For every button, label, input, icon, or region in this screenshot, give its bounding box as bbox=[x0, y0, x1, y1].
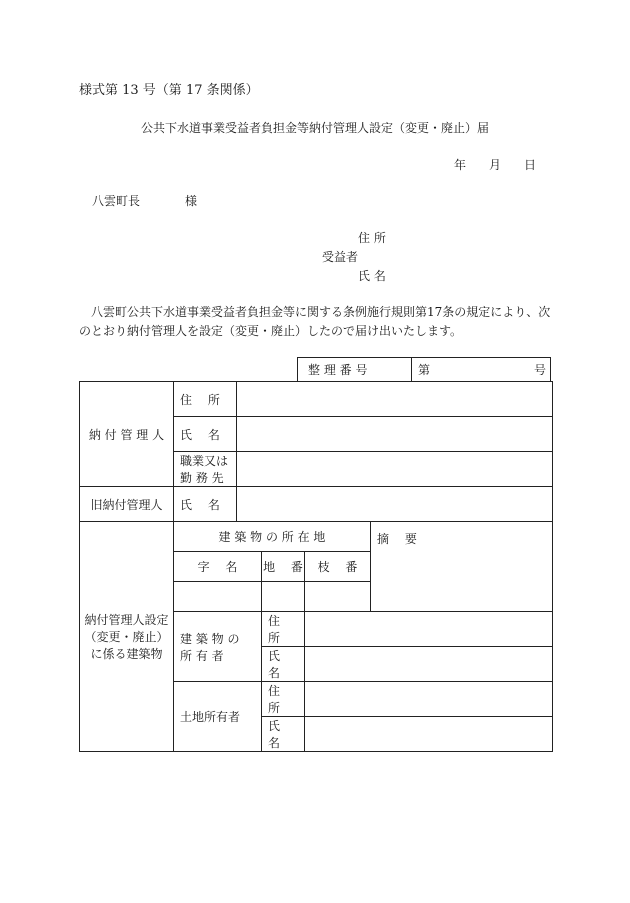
date-year-label: 年 bbox=[454, 158, 467, 172]
tekiyo-label: 摘 要 bbox=[371, 522, 553, 612]
building-location-label: 建 築 物 の 所 在 地 bbox=[174, 522, 371, 552]
applicant-address-label: 住 所 bbox=[358, 231, 386, 245]
land-jusho-label: 住 所 bbox=[262, 682, 305, 717]
applicant-role-label: 受益者 bbox=[322, 250, 359, 264]
bldg-owner-line2: 所 有 者 bbox=[180, 648, 224, 663]
chiban-label: 地 番 bbox=[262, 552, 305, 582]
chiban-field[interactable] bbox=[262, 582, 305, 612]
nofu-shimei-label: 氏 名 bbox=[174, 417, 237, 452]
nofu-shokugyo-field[interactable] bbox=[237, 452, 553, 487]
azana-field[interactable] bbox=[174, 582, 262, 612]
owner-shimei-field[interactable] bbox=[305, 647, 553, 682]
building-section-line2: （変更・廃止） bbox=[84, 630, 169, 644]
seiri-divider bbox=[411, 358, 412, 382]
nofu-shokugyo-label bbox=[174, 452, 237, 487]
addressee-honorific: 様 bbox=[185, 194, 198, 208]
edaban-field[interactable] bbox=[305, 582, 371, 612]
form-title: 公共下水道事業受益者負担金等納付管理人設定（変更・廃止）届 bbox=[140, 121, 489, 135]
owner-jusho-label: 住 所 bbox=[262, 612, 305, 647]
form-number: 様式第 13 号（第 17 条関係） bbox=[79, 83, 259, 98]
land-jusho-field[interactable] bbox=[305, 682, 553, 717]
seiri-label: 整 理 番 号 bbox=[308, 363, 368, 377]
kyu-shimei-field[interactable] bbox=[237, 487, 553, 522]
seiri-dai: 第 bbox=[418, 363, 431, 377]
addressee bbox=[92, 192, 197, 209]
bldg-owner-line1: 建 築 物 の bbox=[180, 631, 240, 646]
azana-label: 字 名 bbox=[174, 552, 262, 582]
kyu-nofu-label: 旧納付管理人 bbox=[80, 487, 174, 522]
nofu-jusho-label: 住 所 bbox=[174, 382, 237, 417]
addressee-name: 八雲町長 bbox=[92, 194, 141, 208]
land-shimei-label: 氏 名 bbox=[262, 717, 305, 752]
nofu-kanrinin-label: 納 付 管 理 人 bbox=[80, 382, 174, 487]
main-form-table bbox=[79, 381, 553, 752]
building-section-line1: 納付管理人設定 bbox=[84, 613, 169, 627]
date-month-label: 月 bbox=[489, 158, 502, 172]
bldg-owner-label bbox=[174, 612, 262, 682]
date-day-label: 日 bbox=[524, 158, 537, 172]
building-section-label bbox=[80, 522, 174, 752]
owner-shimei-label: 氏 名 bbox=[262, 647, 305, 682]
building-section-line3: に係る建築物 bbox=[90, 647, 163, 661]
land-shimei-field[interactable] bbox=[305, 717, 553, 752]
land-owner-label: 土地所有者 bbox=[174, 682, 262, 752]
applicant-name-label: 氏 名 bbox=[358, 269, 386, 283]
shokugyo-line1: 職業又は bbox=[180, 454, 229, 468]
kyu-shimei-label: 氏 名 bbox=[174, 487, 237, 522]
edaban-label: 枝 番 bbox=[305, 552, 371, 582]
nofu-jusho-field[interactable] bbox=[237, 382, 553, 417]
seiri-number-box bbox=[297, 357, 551, 382]
shokugyo-line2: 勤 務 先 bbox=[180, 471, 224, 485]
owner-jusho-field[interactable] bbox=[305, 612, 553, 647]
seiri-gou: 号 bbox=[534, 363, 547, 377]
nofu-shimei-field[interactable] bbox=[237, 417, 553, 452]
body-text: 八雲町公共下水道事業受益者負担金等に関する条例施行規則第17条の規定により、次のとおり納付管理人を設定（変更・廃止）したので届け出いたします。 bbox=[79, 305, 551, 338]
